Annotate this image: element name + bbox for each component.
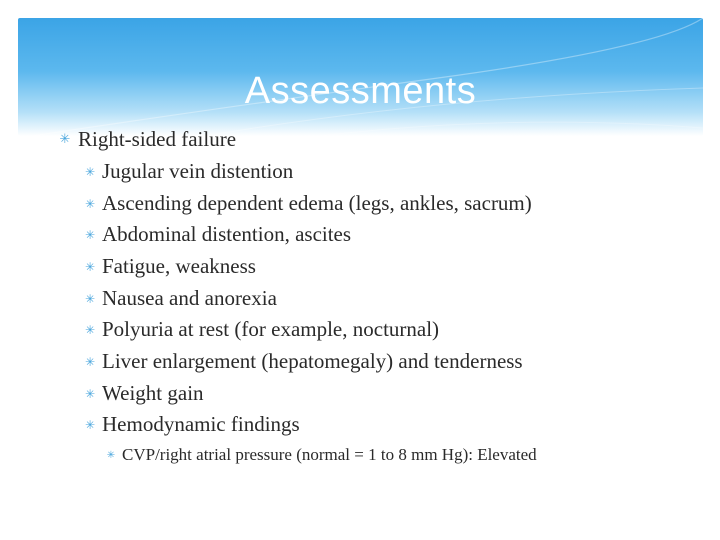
- bullet-item: [78, 412, 300, 437]
- asterisk-icon: ✳: [84, 196, 96, 211]
- bullet-item: [78, 381, 204, 406]
- asterisk-icon: ✳: [84, 322, 96, 337]
- slide-title: Assessments: [244, 70, 477, 112]
- asterisk-icon: ✳: [84, 164, 96, 179]
- bullet-item: [52, 127, 236, 152]
- bullet-item: [78, 222, 351, 247]
- asterisk-icon: ✳: [84, 227, 96, 242]
- asterisk-icon: ✳: [84, 259, 96, 274]
- bullet-item: [78, 254, 256, 279]
- asterisk-icon: ✳: [84, 386, 96, 401]
- bullet-item: [78, 286, 277, 311]
- bullet-text: CVP/right atrial pressure (normal = 1 to 8 mm Hg): Elevated: [122, 445, 537, 464]
- asterisk-icon: ✳: [106, 449, 116, 461]
- bullet-item: [78, 317, 439, 342]
- bullet-item: [78, 349, 523, 374]
- bullet-text: Polyuria at rest (for example, nocturnal): [102, 317, 440, 341]
- bullet-text: Liver enlargement (hepatomegaly) and tenderness: [102, 349, 523, 373]
- asterisk-icon: ✳: [84, 417, 96, 432]
- asterisk-icon: ✳: [84, 291, 96, 306]
- bullet-item: [100, 445, 537, 465]
- bullet-text: Hemodynamic findings: [102, 412, 300, 436]
- bullet-item: [78, 159, 293, 184]
- asterisk-icon: ✳: [59, 132, 71, 147]
- bullet-text: Ascending dependent edema (legs, ankles, sacrum): [102, 191, 532, 215]
- bullet-text: Weight gain: [102, 381, 204, 405]
- bullet-text: Jugular vein distention: [102, 159, 294, 183]
- bullet-item: [78, 191, 532, 216]
- bullet-text: Nausea and anorexia: [102, 286, 277, 310]
- bullet-text: Fatigue, weakness: [102, 254, 256, 278]
- bullet-text: Abdominal distention, ascites: [102, 222, 352, 246]
- bullet-text: Right-sided failure: [78, 127, 237, 151]
- asterisk-icon: ✳: [84, 354, 96, 369]
